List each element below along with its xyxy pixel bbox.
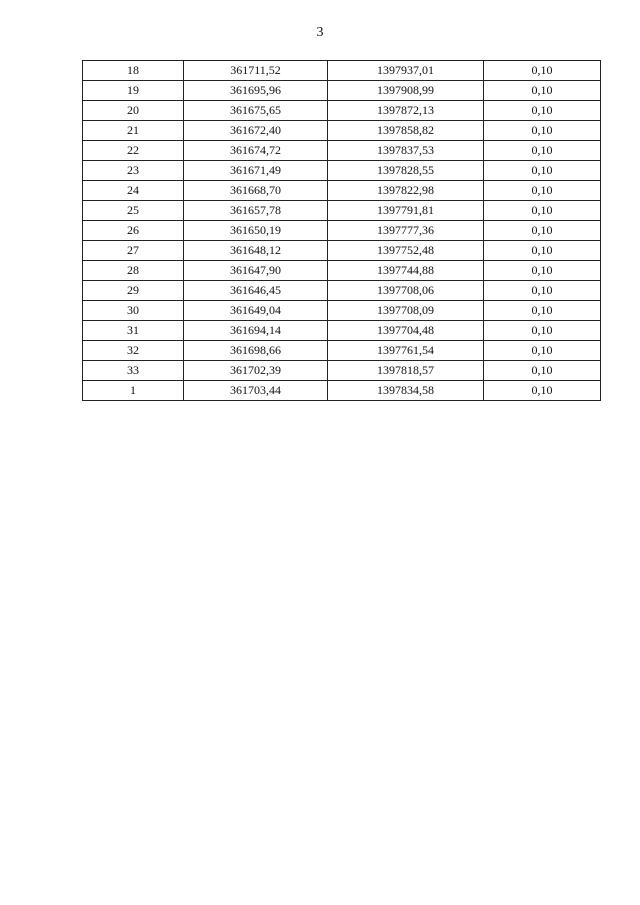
error-cell: 0,10 bbox=[484, 221, 601, 241]
x-coordinate-cell: 361674,72 bbox=[184, 141, 328, 161]
table-row bbox=[83, 61, 601, 81]
error-cell: 0,10 bbox=[484, 241, 601, 261]
point-number-cell: 28 bbox=[83, 261, 184, 281]
error-cell: 0,10 bbox=[484, 101, 601, 121]
y-coordinate-cell: 1397834,58 bbox=[328, 381, 484, 401]
error-cell: 0,10 bbox=[484, 301, 601, 321]
point-number-cell: 29 bbox=[83, 281, 184, 301]
point-number-cell: 19 bbox=[83, 81, 184, 101]
y-coordinate-cell: 1397752,48 bbox=[328, 241, 484, 261]
x-coordinate-cell: 361649,04 bbox=[184, 301, 328, 321]
point-number-cell: 30 bbox=[83, 301, 184, 321]
page-number: 3 bbox=[316, 25, 324, 40]
y-coordinate-cell: 1397818,57 bbox=[328, 361, 484, 381]
point-number-cell: 27 bbox=[83, 241, 184, 261]
y-coordinate-cell: 1397708,09 bbox=[328, 301, 484, 321]
point-number-cell: 1 bbox=[83, 381, 184, 401]
x-coordinate-cell: 361657,78 bbox=[184, 201, 328, 221]
table-row bbox=[83, 161, 601, 181]
y-coordinate-cell: 1397822,98 bbox=[328, 181, 484, 201]
table-row bbox=[83, 141, 601, 161]
error-cell: 0,10 bbox=[484, 121, 601, 141]
point-number-cell: 23 bbox=[83, 161, 184, 181]
x-coordinate-cell: 361646,45 bbox=[184, 281, 328, 301]
error-cell: 0,10 bbox=[484, 381, 601, 401]
x-coordinate-cell: 361672,40 bbox=[184, 121, 328, 141]
error-cell: 0,10 bbox=[484, 321, 601, 341]
table-row bbox=[83, 281, 601, 301]
y-coordinate-cell: 1397828,55 bbox=[328, 161, 484, 181]
table-row bbox=[83, 121, 601, 141]
y-coordinate-cell: 1397777,36 bbox=[328, 221, 484, 241]
point-number-cell: 20 bbox=[83, 101, 184, 121]
x-coordinate-cell: 361675,65 bbox=[184, 101, 328, 121]
point-number-cell: 33 bbox=[83, 361, 184, 381]
error-cell: 0,10 bbox=[484, 141, 601, 161]
error-cell: 0,10 bbox=[484, 261, 601, 281]
y-coordinate-cell: 1397937,01 bbox=[328, 61, 484, 81]
error-cell: 0,10 bbox=[484, 201, 601, 221]
x-coordinate-cell: 361711,52 bbox=[184, 61, 328, 81]
point-number-cell: 21 bbox=[83, 121, 184, 141]
x-coordinate-cell: 361695,96 bbox=[184, 81, 328, 101]
x-coordinate-cell: 361668,70 bbox=[184, 181, 328, 201]
y-coordinate-cell: 1397837,53 bbox=[328, 141, 484, 161]
point-number-cell: 32 bbox=[83, 341, 184, 361]
error-cell: 0,10 bbox=[484, 161, 601, 181]
error-cell: 0,10 bbox=[484, 341, 601, 361]
table-row bbox=[83, 381, 601, 401]
table-row bbox=[83, 361, 601, 381]
error-cell: 0,10 bbox=[484, 61, 601, 81]
error-cell: 0,10 bbox=[484, 81, 601, 101]
point-number-cell: 18 bbox=[83, 61, 184, 81]
error-cell: 0,10 bbox=[484, 181, 601, 201]
table-row bbox=[83, 101, 601, 121]
point-number-cell: 24 bbox=[83, 181, 184, 201]
table-row bbox=[83, 221, 601, 241]
x-coordinate-cell: 361671,49 bbox=[184, 161, 328, 181]
coordinates-table bbox=[82, 60, 601, 401]
error-cell: 0,10 bbox=[484, 361, 601, 381]
y-coordinate-cell: 1397761,54 bbox=[328, 341, 484, 361]
y-coordinate-cell: 1397908,99 bbox=[328, 81, 484, 101]
y-coordinate-cell: 1397791,81 bbox=[328, 201, 484, 221]
point-number-cell: 25 bbox=[83, 201, 184, 221]
y-coordinate-cell: 1397858,82 bbox=[328, 121, 484, 141]
error-cell: 0,10 bbox=[484, 281, 601, 301]
y-coordinate-cell: 1397872,13 bbox=[328, 101, 484, 121]
table-row bbox=[83, 261, 601, 281]
x-coordinate-cell: 361648,12 bbox=[184, 241, 328, 261]
table-row bbox=[83, 241, 601, 261]
table-row bbox=[83, 201, 601, 221]
x-coordinate-cell: 361647,90 bbox=[184, 261, 328, 281]
table-row bbox=[83, 81, 601, 101]
x-coordinate-cell: 361702,39 bbox=[184, 361, 328, 381]
x-coordinate-cell: 361650,19 bbox=[184, 221, 328, 241]
y-coordinate-cell: 1397744,88 bbox=[328, 261, 484, 281]
table-row bbox=[83, 321, 601, 341]
point-number-cell: 31 bbox=[83, 321, 184, 341]
y-coordinate-cell: 1397708,06 bbox=[328, 281, 484, 301]
x-coordinate-cell: 361694,14 bbox=[184, 321, 328, 341]
point-number-cell: 26 bbox=[83, 221, 184, 241]
y-coordinate-cell: 1397704,48 bbox=[328, 321, 484, 341]
point-number-cell: 22 bbox=[83, 141, 184, 161]
table-row bbox=[83, 181, 601, 201]
table-row bbox=[83, 301, 601, 321]
x-coordinate-cell: 361703,44 bbox=[184, 381, 328, 401]
table-row bbox=[83, 341, 601, 361]
x-coordinate-cell: 361698,66 bbox=[184, 341, 328, 361]
